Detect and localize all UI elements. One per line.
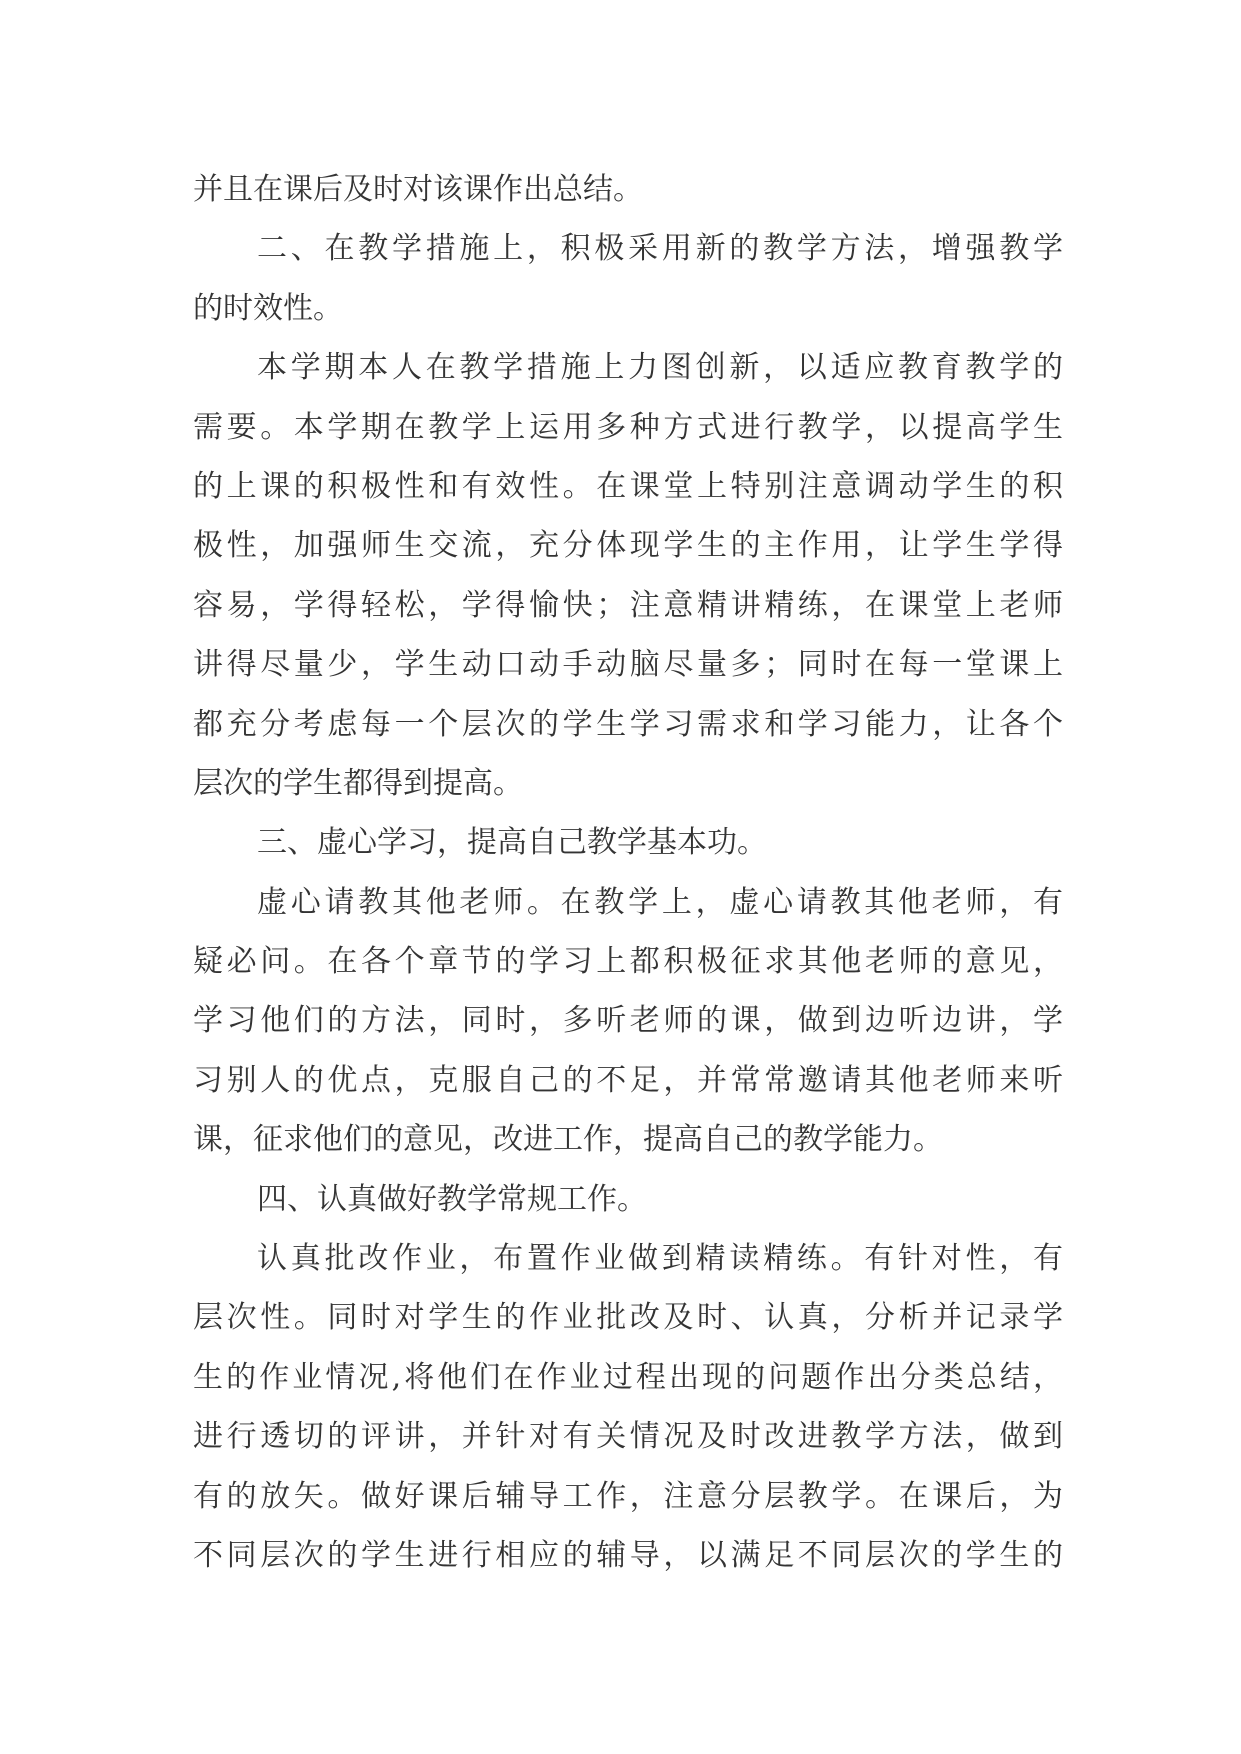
- text-line: 的上课的积极性和有效性。在课堂上特别注意调动学生的积: [193, 468, 1063, 504]
- text-line: 学习他们的方法，同时，多听老师的课，做到边听边讲，学: [193, 1003, 1063, 1039]
- text-line: 极性，加强师生交流，充分体现学生的主作用，让学生学得: [193, 528, 1063, 564]
- text-line: 二、在教学措施上，积极采用新的教学方法，增强教学: [257, 231, 1063, 267]
- text-line: 层次性。同时对学生的作业批改及时、认真，分析并记录学: [193, 1300, 1063, 1336]
- text-line: 认真批改作业，布置作业做到精读精练。有针对性，有: [257, 1241, 1063, 1277]
- text-line: 虚心请教其他老师。在教学上，虚心请教其他老师，有: [257, 884, 1063, 920]
- text-line: 本学期本人在教学措施上力图创新，以适应教育教学的: [257, 350, 1063, 386]
- text-line: 习别人的优点，克服自己的不足，并常常邀请其他老师来听: [193, 1062, 1063, 1098]
- text-line: 并且在课后及时对该课作出总结。: [193, 172, 643, 207]
- text-line: 层次的学生都得到提高。: [193, 765, 523, 801]
- text-line: 三、虚心学习，提高自己教学基本功。: [257, 825, 767, 861]
- text-line: 进行透切的评讲，并针对有关情况及时改进教学方法，做到: [193, 1419, 1063, 1455]
- text-line: 不同层次的学生进行相应的辅导，以满足不同层次的学生的: [193, 1537, 1063, 1573]
- text-line: 需要。本学期在教学上运用多种方式进行教学，以提高学生: [193, 409, 1063, 445]
- body-text: [193, 160, 1063, 1585]
- text-line: 讲得尽量少，学生动口动手动脑尽量多；同时在每一堂课上: [193, 647, 1063, 683]
- text-line: 有的放矢。做好课后辅导工作，注意分层教学。在课后，为: [193, 1478, 1063, 1514]
- text-line: 生的作业情况,将他们在作业过程出现的问题作出分类总结，: [193, 1359, 1063, 1395]
- text-line: 的时效性。: [193, 290, 343, 326]
- text-line: 容易，学得轻松，学得愉快；注意精讲精练，在课堂上老师: [193, 587, 1063, 623]
- text-line: 疑必问。在各个章节的学习上都积极征求其他老师的意见，: [193, 944, 1063, 980]
- text-line: 课，征求他们的意见，改进工作，提高自己的教学能力。: [193, 1122, 943, 1158]
- text-line: 都充分考虑每一个层次的学生学习需求和学习能力，让各个: [193, 706, 1063, 742]
- text-line: 四、认真做好教学常规工作。: [257, 1181, 647, 1217]
